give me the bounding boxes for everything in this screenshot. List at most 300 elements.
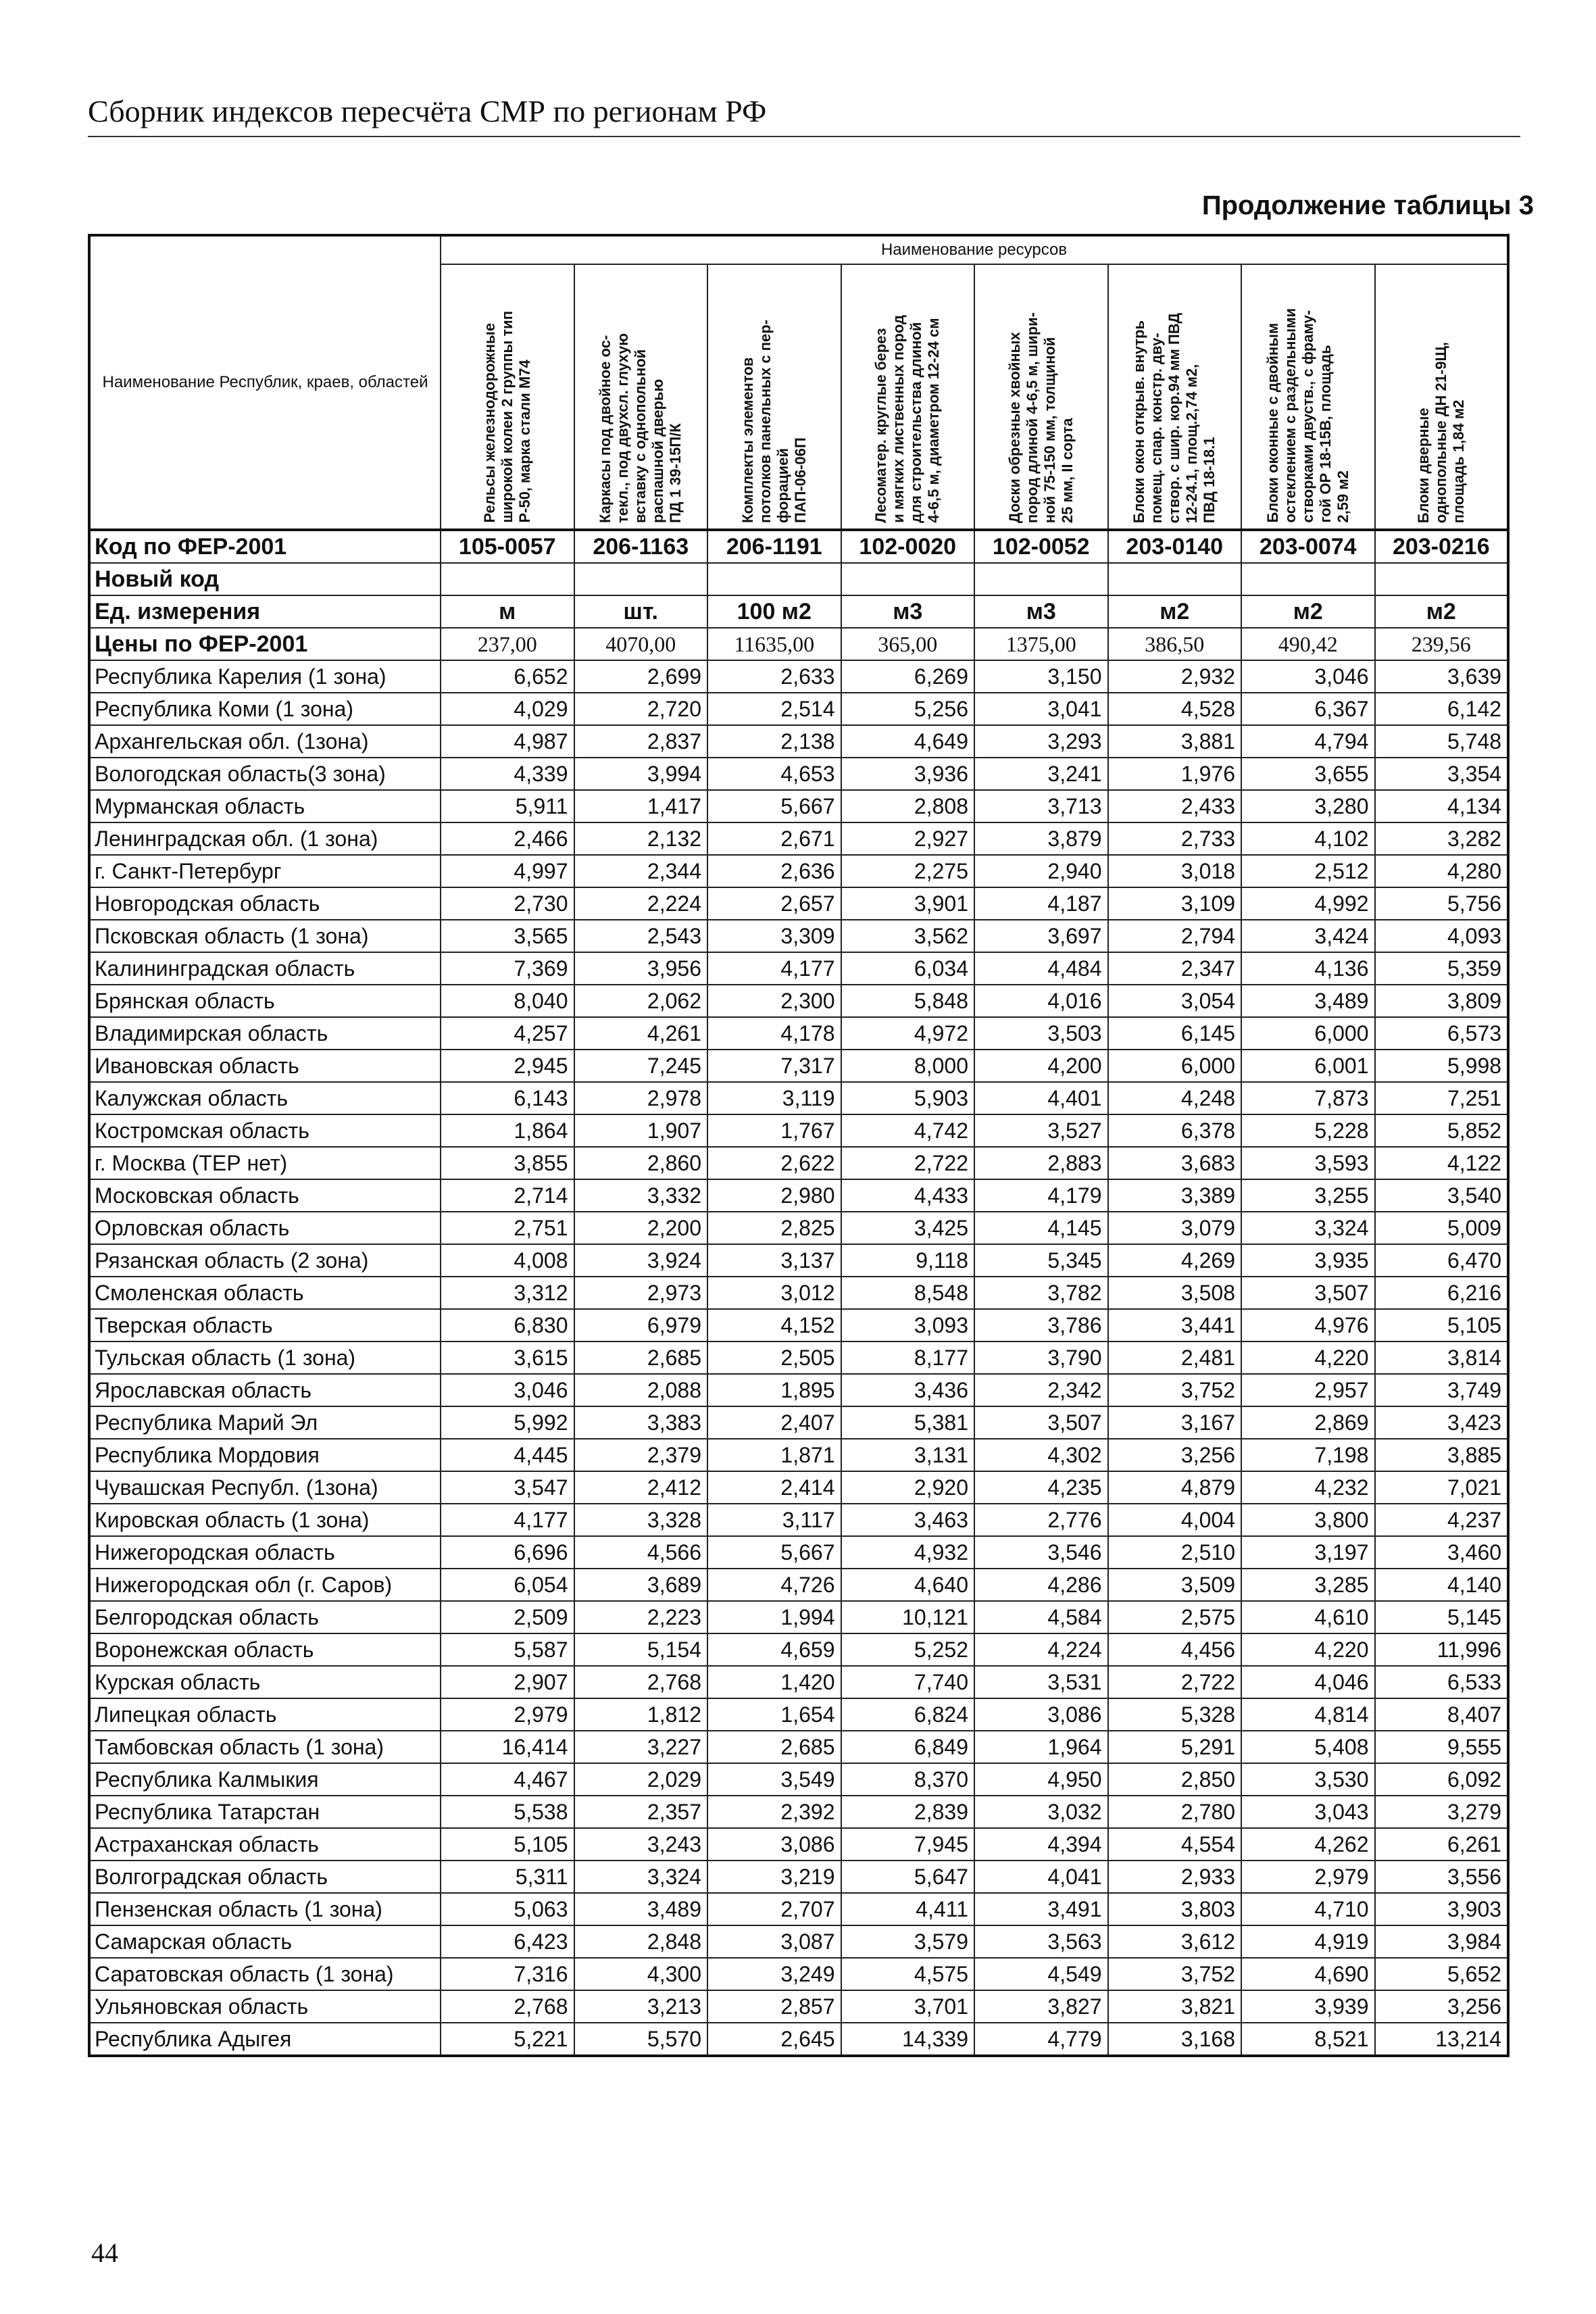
index-value-cell: 3,549 <box>707 1763 841 1796</box>
table-continuation-caption: Продолжение таблицы 3 <box>1201 191 1534 220</box>
index-value-cell: 3,800 <box>1241 1504 1375 1536</box>
index-value-cell: 6,979 <box>574 1309 708 1341</box>
index-value-cell: 2,940 <box>974 855 1108 887</box>
index-value-cell: 3,018 <box>1108 855 1242 887</box>
index-value-cell: 3,282 <box>1375 822 1509 855</box>
index-value-cell: 4,814 <box>1241 1698 1375 1731</box>
index-value-cell: 3,562 <box>841 920 975 952</box>
index-value-cell: 2,907 <box>441 1666 574 1698</box>
index-value-cell: 2,768 <box>574 1666 708 1698</box>
index-value-cell: 3,507 <box>1241 1277 1375 1309</box>
index-value-cell: 5,748 <box>1375 725 1509 758</box>
region-name-cell: Самарская область <box>89 1925 441 1958</box>
index-value-cell: 3,280 <box>1241 790 1375 822</box>
index-value-cell: 9,555 <box>1375 1731 1509 1763</box>
index-value-cell: 1,871 <box>707 1439 841 1471</box>
index-value-cell: 3,489 <box>1241 985 1375 1017</box>
table-row <box>89 1796 1508 1828</box>
index-value-cell: 7,245 <box>574 1050 708 1082</box>
table-row <box>89 1958 1508 1990</box>
index-value-cell: 2,979 <box>441 1698 574 1731</box>
index-value-cell: 4,575 <box>841 1958 975 1990</box>
index-value-cell: 3,790 <box>974 1341 1108 1374</box>
index-value-cell: 11,996 <box>1375 1633 1509 1666</box>
index-value-cell: 5,911 <box>441 790 574 822</box>
index-value-cell: 5,903 <box>841 1082 975 1114</box>
table-row <box>89 1212 1508 1244</box>
index-value-cell: 4,879 <box>1108 1471 1242 1504</box>
index-value-cell: 8,521 <box>1241 2023 1375 2056</box>
resources-group-header: Наименование ресурсов <box>441 235 1508 264</box>
fer-code-cell: 102-0052 <box>974 530 1108 563</box>
index-value-cell: 5,256 <box>841 693 975 725</box>
index-value-cell: 3,507 <box>974 1406 1108 1439</box>
index-value-cell: 3,213 <box>574 1990 708 2023</box>
index-value-cell: 3,197 <box>1241 1536 1375 1569</box>
index-value-cell: 2,407 <box>707 1406 841 1439</box>
index-value-cell: 4,976 <box>1241 1309 1375 1341</box>
index-value-cell: 3,956 <box>574 952 708 985</box>
table-row <box>89 1893 1508 1925</box>
index-value-cell: 2,344 <box>574 855 708 887</box>
index-value-cell: 2,825 <box>707 1212 841 1244</box>
fer-code-cell: 206-1163 <box>574 530 708 563</box>
index-value-cell: 5,105 <box>441 1828 574 1861</box>
index-value-cell: 4,653 <box>707 758 841 790</box>
index-value-cell: 4,610 <box>1241 1601 1375 1633</box>
index-value-cell: 2,794 <box>1108 920 1242 952</box>
index-value-cell: 6,378 <box>1108 1114 1242 1147</box>
index-value-cell: 3,093 <box>841 1309 975 1341</box>
index-value-cell: 4,566 <box>574 1536 708 1569</box>
index-value-cell: 2,275 <box>841 855 975 887</box>
index-value-cell: 4,300 <box>574 1958 708 1990</box>
index-value-cell: 8,370 <box>841 1763 975 1796</box>
index-value-cell: 3,546 <box>974 1536 1108 1569</box>
index-value-cell: 3,332 <box>574 1179 708 1212</box>
region-name-cell: Липецкая область <box>89 1698 441 1731</box>
index-value-cell: 2,927 <box>841 822 975 855</box>
index-value-cell: 3,086 <box>707 1828 841 1861</box>
index-value-cell: 3,312 <box>441 1277 574 1309</box>
index-value-cell: 6,092 <box>1375 1763 1509 1796</box>
region-name-cell: Вологодская область(3 зона) <box>89 758 441 790</box>
index-value-cell: 3,087 <box>707 1925 841 1958</box>
index-value-cell: 2,808 <box>841 790 975 822</box>
index-value-cell: 3,324 <box>574 1861 708 1893</box>
index-value-cell: 2,223 <box>574 1601 708 1633</box>
table-row <box>89 1050 1508 1082</box>
index-value-cell: 3,032 <box>974 1796 1108 1828</box>
unit-cell: шт. <box>574 595 708 628</box>
index-value-cell: 2,481 <box>1108 1341 1242 1374</box>
index-value-cell: 4,122 <box>1375 1147 1509 1179</box>
index-value-cell: 2,932 <box>1108 660 1242 693</box>
region-name-cell: Новгородская область <box>89 887 441 920</box>
index-value-cell: 2,342 <box>974 1374 1108 1406</box>
index-value-cell: 2,029 <box>574 1763 708 1796</box>
index-value-cell: 5,291 <box>1108 1731 1242 1763</box>
index-value-cell: 2,839 <box>841 1796 975 1828</box>
index-value-cell: 14,339 <box>841 2023 975 2056</box>
index-value-cell: 4,394 <box>974 1828 1108 1861</box>
region-name-cell: Смоленская область <box>89 1277 441 1309</box>
index-value-cell: 4,261 <box>574 1017 708 1050</box>
resource-header-3 <box>707 264 841 530</box>
table-row <box>89 1633 1508 1666</box>
index-value-cell: 6,533 <box>1375 1666 1509 1698</box>
index-value-cell: 6,034 <box>841 952 975 985</box>
index-value-cell: 4,134 <box>1375 790 1509 822</box>
index-value-cell: 2,933 <box>1108 1861 1242 1893</box>
index-value-cell: 4,016 <box>974 985 1108 1017</box>
table-row <box>89 1861 1508 1893</box>
fer-code-cell: 102-0020 <box>841 530 975 563</box>
index-value-cell: 3,924 <box>574 1244 708 1277</box>
index-value-cell: 1,976 <box>1108 758 1242 790</box>
index-value-cell: 4,093 <box>1375 920 1509 952</box>
index-value-cell: 2,768 <box>441 1990 574 2023</box>
index-value-cell: 2,575 <box>1108 1601 1242 1633</box>
index-value-cell: 2,671 <box>707 822 841 855</box>
unit-cell: 100 м2 <box>707 595 841 628</box>
index-value-cell: 1,767 <box>707 1114 841 1147</box>
fer-code-cell: 203-0074 <box>1241 530 1375 563</box>
index-value-cell: 6,423 <box>441 1925 574 1958</box>
index-value-cell: 6,696 <box>441 1536 574 1569</box>
table-row <box>89 1082 1508 1114</box>
index-value-cell: 6,142 <box>1375 693 1509 725</box>
index-value-cell: 6,001 <box>1241 1050 1375 1082</box>
index-value-cell: 2,957 <box>1241 1374 1375 1406</box>
index-value-cell: 5,252 <box>841 1633 975 1666</box>
index-value-cell: 2,751 <box>441 1212 574 1244</box>
index-value-cell: 4,262 <box>1241 1828 1375 1861</box>
index-value-cell: 4,779 <box>974 2023 1108 2056</box>
table-row <box>89 660 1508 693</box>
index-value-cell: 3,689 <box>574 1569 708 1601</box>
table-row <box>89 855 1508 887</box>
region-name-cell: Калининградская область <box>89 952 441 985</box>
index-value-cell: 8,548 <box>841 1277 975 1309</box>
region-name-cell: Ивановская область <box>89 1050 441 1082</box>
index-value-cell: 3,328 <box>574 1504 708 1536</box>
table-row <box>89 1569 1508 1601</box>
index-value-cell: 7,740 <box>841 1666 975 1698</box>
index-value-cell: 3,809 <box>1375 985 1509 1017</box>
table-row <box>89 1374 1508 1406</box>
index-value-cell: 1,895 <box>707 1374 841 1406</box>
index-value-cell: 3,389 <box>1108 1179 1242 1212</box>
index-value-cell: 2,973 <box>574 1277 708 1309</box>
index-value-cell: 3,243 <box>574 1828 708 1861</box>
index-value-cell: 7,945 <box>841 1828 975 1861</box>
region-name-cell: Ульяновская область <box>89 1990 441 2023</box>
region-name-cell: Саратовская область (1 зона) <box>89 1958 441 1990</box>
index-value-cell: 4,220 <box>1241 1633 1375 1666</box>
index-value-cell: 3,855 <box>441 1147 574 1179</box>
index-value-cell: 7,316 <box>441 1958 574 1990</box>
index-value-cell: 5,852 <box>1375 1114 1509 1147</box>
index-value-cell: 1,994 <box>707 1601 841 1633</box>
index-value-cell: 3,285 <box>1241 1569 1375 1601</box>
index-value-cell: 2,685 <box>574 1341 708 1374</box>
index-value-cell: 4,794 <box>1241 725 1375 758</box>
index-value-cell: 5,328 <box>1108 1698 1242 1731</box>
index-value-cell: 3,425 <box>841 1212 975 1244</box>
index-value-cell: 4,484 <box>974 952 1108 985</box>
index-value-cell: 5,538 <box>441 1796 574 1828</box>
index-value-cell: 6,824 <box>841 1698 975 1731</box>
unit-row-label: Ед. измерения <box>89 595 441 628</box>
new-code-cell <box>574 563 708 595</box>
index-value-cell: 4,177 <box>707 952 841 985</box>
price-cell: 1375,00 <box>974 628 1108 660</box>
index-value-cell: 2,979 <box>1241 1861 1375 1893</box>
index-value-cell: 4,280 <box>1375 855 1509 887</box>
price-cell: 11635,00 <box>707 628 841 660</box>
index-value-cell: 2,883 <box>974 1147 1108 1179</box>
region-name-cell: Республика Коми (1 зона) <box>89 693 441 725</box>
table-row <box>89 693 1508 725</box>
index-value-cell: 2,379 <box>574 1439 708 1471</box>
index-value-cell: 3,752 <box>1108 1958 1242 1990</box>
index-value-cell: 3,879 <box>974 822 1108 855</box>
index-value-cell: 3,527 <box>974 1114 1108 1147</box>
index-value-cell: 3,293 <box>974 725 1108 758</box>
index-value-cell: 3,556 <box>1375 1861 1509 1893</box>
index-value-cell: 2,978 <box>574 1082 708 1114</box>
index-value-cell: 7,369 <box>441 952 574 985</box>
table-row <box>89 1309 1508 1341</box>
new-code-cell <box>974 563 1108 595</box>
region-name-cell: Республика Карелия (1 зона) <box>89 660 441 693</box>
index-value-cell: 2,466 <box>441 822 574 855</box>
index-value-cell: 3,256 <box>1108 1439 1242 1471</box>
index-value-cell: 7,317 <box>707 1050 841 1082</box>
table-row <box>89 1990 1508 2023</box>
index-value-cell: 3,309 <box>707 920 841 952</box>
index-value-cell: 2,512 <box>1241 855 1375 887</box>
table-row <box>89 1828 1508 1861</box>
price-cell: 239,56 <box>1375 628 1509 660</box>
price-cell: 4070,00 <box>574 628 708 660</box>
index-value-cell: 5,228 <box>1241 1114 1375 1147</box>
index-value-cell: 4,179 <box>974 1179 1108 1212</box>
index-value-cell: 5,992 <box>441 1406 574 1439</box>
index-value-cell: 3,503 <box>974 1017 1108 1050</box>
table-row <box>89 822 1508 855</box>
index-value-cell: 1,417 <box>574 790 708 822</box>
index-value-cell: 2,138 <box>707 725 841 758</box>
index-value-cell: 3,324 <box>1241 1212 1375 1244</box>
index-value-cell: 7,198 <box>1241 1439 1375 1471</box>
index-value-cell: 2,837 <box>574 725 708 758</box>
index-value-cell: 6,000 <box>1241 1017 1375 1050</box>
index-value-cell: 4,269 <box>1108 1244 1242 1277</box>
region-name-cell: Рязанская область (2 зона) <box>89 1244 441 1277</box>
index-value-cell: 5,381 <box>841 1406 975 1439</box>
index-value-cell: 4,549 <box>974 1958 1108 1990</box>
index-value-cell: 4,102 <box>1241 822 1375 855</box>
index-value-cell: 4,467 <box>441 1763 574 1796</box>
index-value-cell: 3,547 <box>441 1471 574 1504</box>
index-value-cell: 2,062 <box>574 985 708 1017</box>
table-row <box>89 1147 1508 1179</box>
index-value-cell: 5,063 <box>441 1893 574 1925</box>
resource-header-4 <box>841 264 975 530</box>
index-value-cell: 3,119 <box>707 1082 841 1114</box>
resource-index-table <box>88 234 1510 2057</box>
region-name-cell: Брянская область <box>89 985 441 1017</box>
new-code-cell <box>841 563 975 595</box>
index-value-cell: 4,145 <box>974 1212 1108 1244</box>
index-value-cell: 3,279 <box>1375 1796 1509 1828</box>
region-name-cell: Воронежская область <box>89 1633 441 1666</box>
index-value-cell: 4,232 <box>1241 1471 1375 1504</box>
index-value-cell: 6,000 <box>1108 1050 1242 1082</box>
index-value-cell: 3,881 <box>1108 725 1242 758</box>
index-value-cell: 3,423 <box>1375 1406 1509 1439</box>
index-value-cell: 3,086 <box>974 1698 1108 1731</box>
region-name-cell: Пензенская область (1 зона) <box>89 1893 441 1925</box>
index-value-cell: 3,168 <box>1108 2023 1242 2056</box>
index-value-cell: 3,612 <box>1108 1925 1242 1958</box>
index-value-cell: 1,907 <box>574 1114 708 1147</box>
table-row <box>89 1925 1508 1958</box>
table-row <box>89 1277 1508 1309</box>
table-row <box>89 887 1508 920</box>
table-row <box>89 1601 1508 1633</box>
table-row <box>89 725 1508 758</box>
index-value-cell: 2,720 <box>574 693 708 725</box>
index-value-cell: 2,347 <box>1108 952 1242 985</box>
index-value-cell: 6,269 <box>841 660 975 693</box>
resource-name: Блоки оконные с двойным остеклением с раздельными створками двуств., с фраму- гой ОР 18-15В, площадь 2,59 м2 <box>1264 308 1351 523</box>
resource-name: Рельсы железнодорожные широкой колеи 2 группы тип Р-50, марка стали М74 <box>480 311 533 523</box>
index-value-cell: 2,505 <box>707 1341 841 1374</box>
index-value-cell: 3,579 <box>841 1925 975 1958</box>
table-row <box>89 1114 1508 1147</box>
table-row <box>89 1341 1508 1374</box>
index-value-cell: 3,903 <box>1375 1893 1509 1925</box>
index-value-cell: 3,227 <box>574 1731 708 1763</box>
index-value-cell: 5,587 <box>441 1633 574 1666</box>
index-value-cell: 2,509 <box>441 1601 574 1633</box>
index-value-cell: 3,697 <box>974 920 1108 952</box>
index-value-cell: 4,997 <box>441 855 574 887</box>
index-value-cell: 4,200 <box>974 1050 1108 1082</box>
index-value-cell: 3,655 <box>1241 758 1375 790</box>
index-value-cell: 5,570 <box>574 2023 708 2056</box>
index-value-cell: 4,710 <box>1241 1893 1375 1925</box>
index-value-cell: 4,237 <box>1375 1504 1509 1536</box>
new-code-cell <box>1108 563 1242 595</box>
region-name-cell: Тамбовская область (1 зона) <box>89 1731 441 1763</box>
index-value-cell: 4,008 <box>441 1244 574 1277</box>
index-value-cell: 5,145 <box>1375 1601 1509 1633</box>
region-name-cell: Нижегородская обл (г. Саров) <box>89 1569 441 1601</box>
resource-name: Каркасы под двойное ос- текл., под двухсл. глухую вставку с однопольной распашной дверью ПД 1 39-15П/К <box>597 333 684 523</box>
index-value-cell: 4,041 <box>974 1861 1108 1893</box>
index-value-cell: 4,932 <box>841 1536 975 1569</box>
fer-code-cell: 203-0140 <box>1108 530 1242 563</box>
index-value-cell: 4,919 <box>1241 1925 1375 1958</box>
index-value-cell: 1,812 <box>574 1698 708 1731</box>
index-value-cell: 3,460 <box>1375 1536 1509 1569</box>
new-code-cell <box>707 563 841 595</box>
index-value-cell: 2,200 <box>574 1212 708 1244</box>
index-value-cell: 3,749 <box>1375 1374 1509 1406</box>
index-value-cell: 6,367 <box>1241 693 1375 725</box>
index-value-cell: 3,354 <box>1375 758 1509 790</box>
index-value-cell: 6,573 <box>1375 1017 1509 1050</box>
index-value-cell: 3,491 <box>974 1893 1108 1925</box>
region-name-cell: Кировская область (1 зона) <box>89 1504 441 1536</box>
index-value-cell: 3,054 <box>1108 985 1242 1017</box>
new-code-cell <box>1375 563 1509 595</box>
index-value-cell: 3,109 <box>1108 887 1242 920</box>
index-value-cell: 4,401 <box>974 1082 1108 1114</box>
index-value-cell: 4,248 <box>1108 1082 1242 1114</box>
region-name-cell: Ярославская область <box>89 1374 441 1406</box>
index-value-cell: 3,814 <box>1375 1341 1509 1374</box>
region-name-cell: Ленинградская обл. (1 зона) <box>89 822 441 855</box>
index-value-cell: 4,433 <box>841 1179 975 1212</box>
index-value-cell: 4,004 <box>1108 1504 1242 1536</box>
index-value-cell: 4,690 <box>1241 1958 1375 1990</box>
index-value-cell: 4,136 <box>1241 952 1375 985</box>
unit-cell: м <box>441 595 574 628</box>
index-value-cell: 5,105 <box>1375 1309 1509 1341</box>
index-value-cell: 2,722 <box>1108 1666 1242 1698</box>
resource-header-1 <box>441 264 574 530</box>
index-value-cell: 4,987 <box>441 725 574 758</box>
new-code-cell <box>1241 563 1375 595</box>
index-value-cell: 3,565 <box>441 920 574 952</box>
region-name-cell: Астраханская область <box>89 1828 441 1861</box>
index-value-cell: 2,945 <box>441 1050 574 1082</box>
index-value-cell: 2,657 <box>707 887 841 920</box>
index-value-cell: 3,531 <box>974 1666 1108 1698</box>
region-name-cell: Республика Калмыкия <box>89 1763 441 1796</box>
index-value-cell: 8,177 <box>841 1341 975 1374</box>
index-value-cell: 7,021 <box>1375 1471 1509 1504</box>
index-value-cell: 5,311 <box>441 1861 574 1893</box>
index-value-cell: 2,357 <box>574 1796 708 1828</box>
index-value-cell: 1,964 <box>974 1731 1108 1763</box>
resource-header-5 <box>974 264 1108 530</box>
index-value-cell: 3,752 <box>1108 1374 1242 1406</box>
index-value-cell: 4,742 <box>841 1114 975 1147</box>
index-value-cell: 3,256 <box>1375 1990 1509 2023</box>
index-value-cell: 4,649 <box>841 725 975 758</box>
index-value-cell: 4,177 <box>441 1504 574 1536</box>
index-value-cell: 4,411 <box>841 1893 975 1925</box>
table-row <box>89 1731 1508 1763</box>
index-value-cell: 5,359 <box>1375 952 1509 985</box>
fer-code-cell: 105-0057 <box>441 530 574 563</box>
index-value-cell: 5,408 <box>1241 1731 1375 1763</box>
index-value-cell: 3,441 <box>1108 1309 1242 1341</box>
table-row <box>89 758 1508 790</box>
index-value-cell: 5,998 <box>1375 1050 1509 1082</box>
index-value-cell: 3,241 <box>974 758 1108 790</box>
index-value-cell: 2,707 <box>707 1893 841 1925</box>
table-row <box>89 1017 1508 1050</box>
index-value-cell: 3,701 <box>841 1990 975 2023</box>
index-value-cell: 2,980 <box>707 1179 841 1212</box>
